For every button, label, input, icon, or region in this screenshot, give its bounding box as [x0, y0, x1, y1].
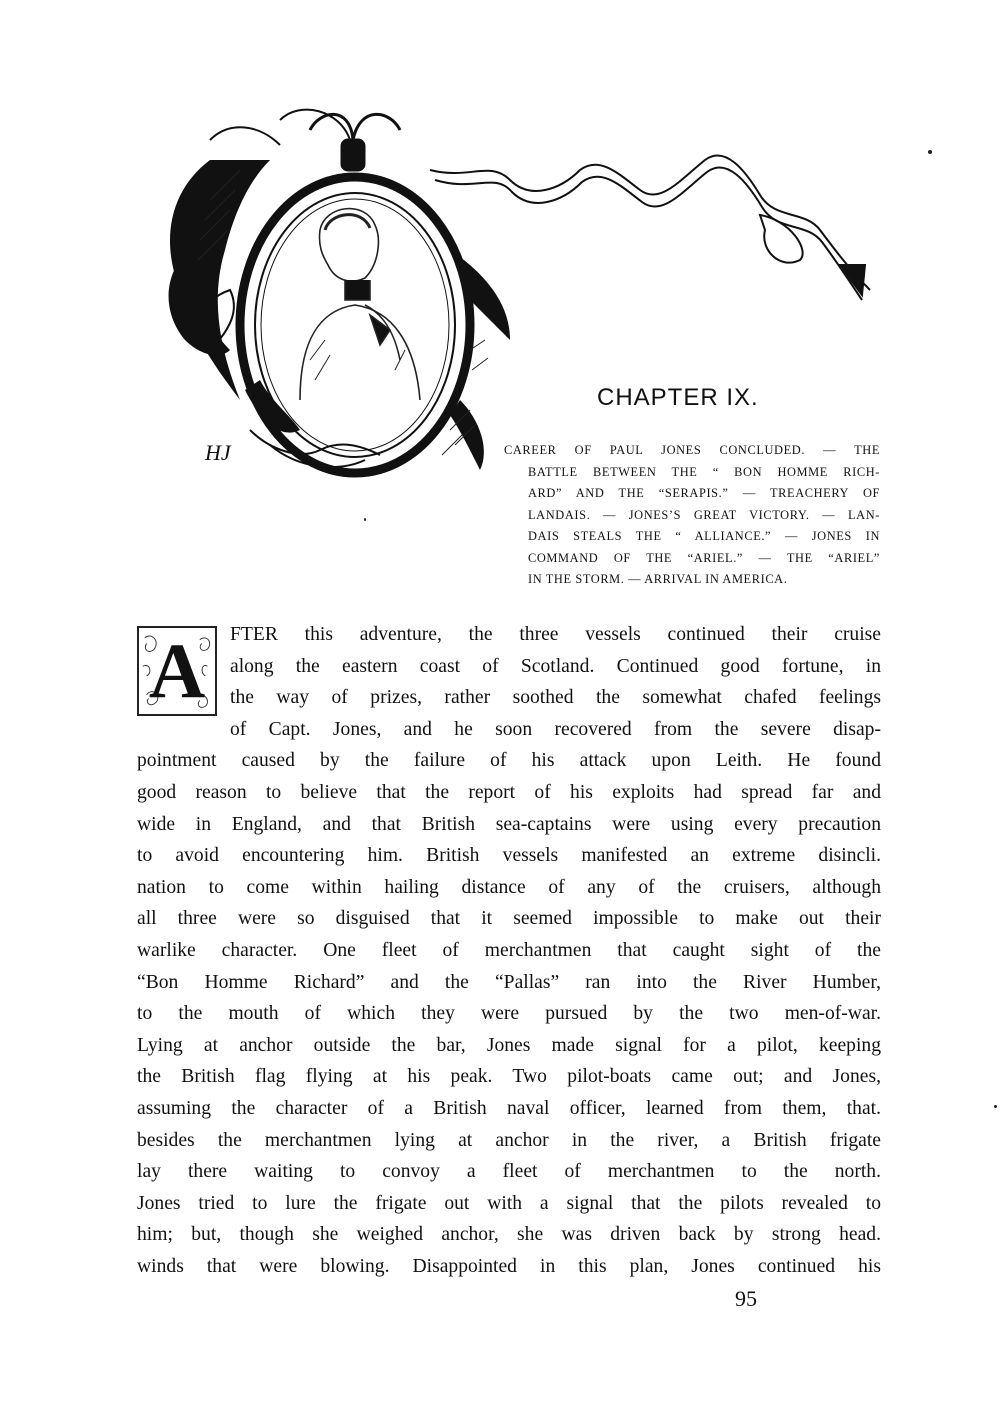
body-line: winds that were blowing. Disappointed in this plan, Jones continued his: [137, 1255, 881, 1277]
synopsis-line: LANDAIS. — JONES’S GREAT VICTORY. — LAN-: [528, 507, 880, 522]
body-line: the British flag flying at his peak. Two pilot-boats came out; and Jones,: [137, 1066, 881, 1088]
body-line: the way of prizes, rather soothed the somewhat chafed feelings: [230, 687, 881, 709]
synopsis-line: DAIS STEALS THE “ ALLIANCE.” — JONES IN: [528, 529, 880, 543]
body-text: [137, 619, 881, 1282]
body-line: warlike character. One fleet of merchantmen that caught sight of the: [137, 939, 881, 961]
synopsis-line: IN THE STORM. — ARRIVAL IN AMERICA.: [528, 572, 788, 586]
body-line: to the mouth of which they were pursued by the two men-of-war.: [137, 1003, 881, 1025]
body-line: Lying at anchor outside the bar, Jones made signal for a pilot, keeping: [137, 1034, 881, 1056]
chapter-title: CHAPTER IX.: [597, 384, 759, 411]
speck-mark: [928, 150, 932, 154]
body-line: lay there waiting to convoy a fleet of merchantmen to the north.: [137, 1161, 881, 1183]
artist-signature: HJ: [205, 440, 231, 465]
body-line: of Capt. Jones, and he soon recovered from the severe disap-: [230, 718, 881, 740]
body-line: pointment caused by the failure of his attack upon Leith. He found: [137, 750, 881, 772]
body-line: “Bon Homme Richard” and the “Pallas” ran into the River Humber,: [137, 971, 881, 993]
body-line: good reason to believe that the report of his exploits had spread far and: [137, 781, 881, 803]
foliage-decoration: [169, 160, 510, 470]
speck-mark: [364, 518, 366, 521]
body-line: him; but, though she weighed anchor, she was driven back by strong head.: [137, 1224, 881, 1246]
body-line: assuming the character of a British naval officer, learned from them, that.: [137, 1097, 881, 1119]
body-line: to avoid encountering him. British vessels manifested an extreme disincli.: [137, 845, 881, 867]
synopsis-line: ARD” AND THE “SERAPIS.” — TREACHERY OF: [528, 486, 880, 500]
medallion-hanger: [280, 110, 400, 170]
portrait-figure: [300, 209, 420, 400]
body-line: besides the merchantmen lying at anchor in the river, a British frigate: [137, 1129, 881, 1151]
body-line: wide in England, and that British sea-captains were using every precaution: [137, 813, 881, 835]
dropcap-letter: A: [148, 627, 206, 714]
body-line: all three were so disguised that it seemed impossible to make out their: [137, 908, 881, 930]
page-number: 95: [735, 1286, 757, 1311]
body-line: FTER this adventure, the three vessels continued their cruise: [230, 624, 881, 645]
medallion-frame: [240, 177, 470, 473]
body-line: nation to come within hailing distance of any of the cruisers, although: [137, 876, 881, 898]
body-line: Jones tried to lure the frigate out with a signal that the pilots revealed to: [137, 1192, 881, 1214]
chapter-synopsis: [504, 440, 880, 591]
body-line: along the eastern coast of Scotland. Continued good fortune, in: [230, 655, 881, 677]
synopsis-line: COMMAND OF THE “ARIEL.” — THE “ARIEL”: [528, 550, 880, 565]
synopsis-line: BATTLE BETWEEN THE “ BON HOMME RICH-: [528, 464, 880, 479]
ribbon-decoration: [200, 127, 870, 467]
synopsis-line: CAREER OF PAUL JONES CONCLUDED. — THE: [504, 443, 880, 457]
speck-mark: [994, 1105, 997, 1108]
